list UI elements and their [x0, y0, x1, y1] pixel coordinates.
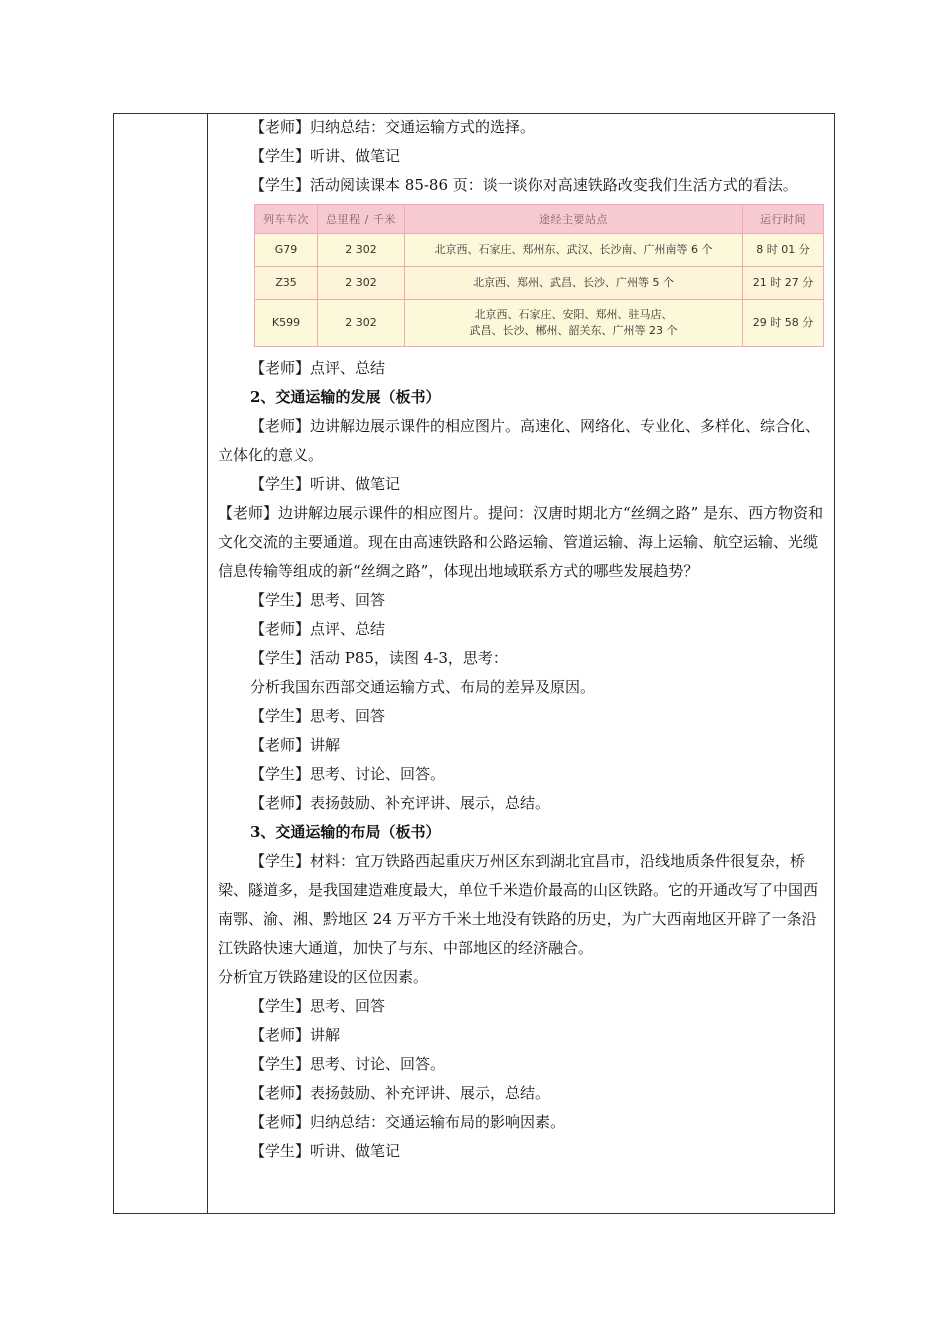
cell-distance: 2 302 — [318, 300, 405, 347]
line-student-answer-3: 【学生】思考、回答 — [250, 997, 386, 1015]
line-student-discuss-2: 【学生】思考、讨论、回答。 — [250, 1055, 446, 1073]
heading-development: 2、交通运输的发展（板书） — [250, 388, 441, 406]
line-teacher-praise-2: 【老师】表扬鼓励、补充评讲、展示，总结。 — [250, 1084, 551, 1102]
header-train-no: 列车车次 — [255, 205, 318, 234]
cell-train: Z35 — [255, 267, 318, 300]
line-student-answer: 【学生】思考、回答 — [250, 591, 386, 609]
line-student-notes: 【学生】听讲、做笔记 — [250, 147, 401, 165]
header-distance: 总里程 / 千米 — [318, 205, 405, 234]
line-teacher-explain: 【老师】讲解 — [250, 736, 341, 754]
line-teacher-summary-layout: 【老师】归纳总结：交通运输布局的影响因素。 — [250, 1113, 566, 1131]
header-run-time: 运行时间 — [743, 205, 824, 234]
line-teacher-praise: 【老师】表扬鼓励、补充评讲、展示，总结。 — [250, 794, 551, 812]
cell-time: 8 时 01 分 — [743, 234, 824, 267]
line-student-activity-read: 【学生】活动阅读课本 85-86 页：谈一谈你对高速铁路改变我们生活方式的看法。 — [250, 176, 798, 194]
cell-time: 29 时 58 分 — [743, 300, 824, 347]
line-student-notes-2: 【学生】听讲、做笔记 — [250, 475, 401, 493]
table-row — [255, 234, 824, 267]
cell-train: G79 — [255, 234, 318, 267]
line-teacher-comment-2: 【老师】点评、总结 — [250, 620, 386, 638]
cell-stations-line1: 北京西、石家庄、安阳、郑州、驻马店、 — [474, 308, 673, 321]
table-row — [255, 300, 824, 347]
line-student-discuss: 【学生】思考、讨论、回答。 — [250, 765, 446, 783]
cell-train: K599 — [255, 300, 318, 347]
line-analyze-yiwan: 分析宜万铁路建设的区位因素。 — [218, 968, 429, 986]
line-student-activity-p85: 【学生】活动 P85，读图 4-3，思考： — [250, 649, 508, 667]
cell-stations-line2: 武昌、长沙、郴州、韶关东、广州等 23 个 — [469, 324, 678, 337]
train-schedule-table — [254, 204, 824, 347]
cell-stations — [405, 300, 743, 347]
line-student-material-yiwan: 【学生】材料：宜万铁路西起重庆万州区东到湖北宜昌市，沿线地质条件很复杂，桥梁、隧道多，是我国建造难度最大，单位千米造价最高的山区铁路。它的开通改写了中国西南鄂、渝、湘、黔地区 24 万平方千米土地没有铁路的历史，为广大西南地区开辟了一条沿江铁路快速大通道，加快了与东、中部地区的经济融合。 — [218, 852, 819, 957]
cell-stations: 北京西、郑州、武昌、长沙、广州等 5 个 — [405, 267, 743, 300]
column-divider — [207, 113, 208, 1214]
line-student-notes-3: 【学生】听讲、做笔记 — [250, 1142, 401, 1160]
table-row — [255, 267, 824, 300]
line-teacher-comment: 【老师】点评、总结 — [250, 359, 386, 377]
header-stations: 途经主要站点 — [405, 205, 743, 234]
line-student-answer-2: 【学生】思考、回答 — [250, 707, 386, 725]
cell-stations: 北京西、石家庄、郑州东、武汉、长沙南、广州南等 6 个 — [405, 234, 743, 267]
heading-layout: 3、交通运输的布局（板书） — [250, 823, 441, 841]
cell-distance: 2 302 — [318, 234, 405, 267]
line-analyze-east-west: 分析我国东西部交通运输方式、布局的差异及原因。 — [250, 678, 596, 696]
cell-time: 21 时 27 分 — [743, 267, 824, 300]
line-teacher-explain-2: 【老师】讲解 — [250, 1026, 341, 1044]
lesson-content — [218, 113, 824, 1166]
cell-distance: 2 302 — [318, 267, 405, 300]
train-table-header-row — [255, 205, 824, 234]
line-teacher-explain-trends: 【老师】边讲解边展示课件的相应图片。高速化、网络化、专业化、多样化、综合化、立体化的意义。 — [218, 417, 821, 464]
line-teacher-silk-road-question: 【老师】边讲解边展示课件的相应图片。提问：汉唐时期北方“丝绸之路” 是东、西方物资和文化交流的主要通道。现在由高速铁路和公路运输、管道运输、海上运输、航空运输、光缆信息传输等组成的新“丝绸之路”，体现出地域联系方式的哪些发展趋势？ — [218, 504, 824, 580]
line-teacher-summary-choice: 【老师】归纳总结：交通运输方式的选择。 — [250, 118, 536, 136]
